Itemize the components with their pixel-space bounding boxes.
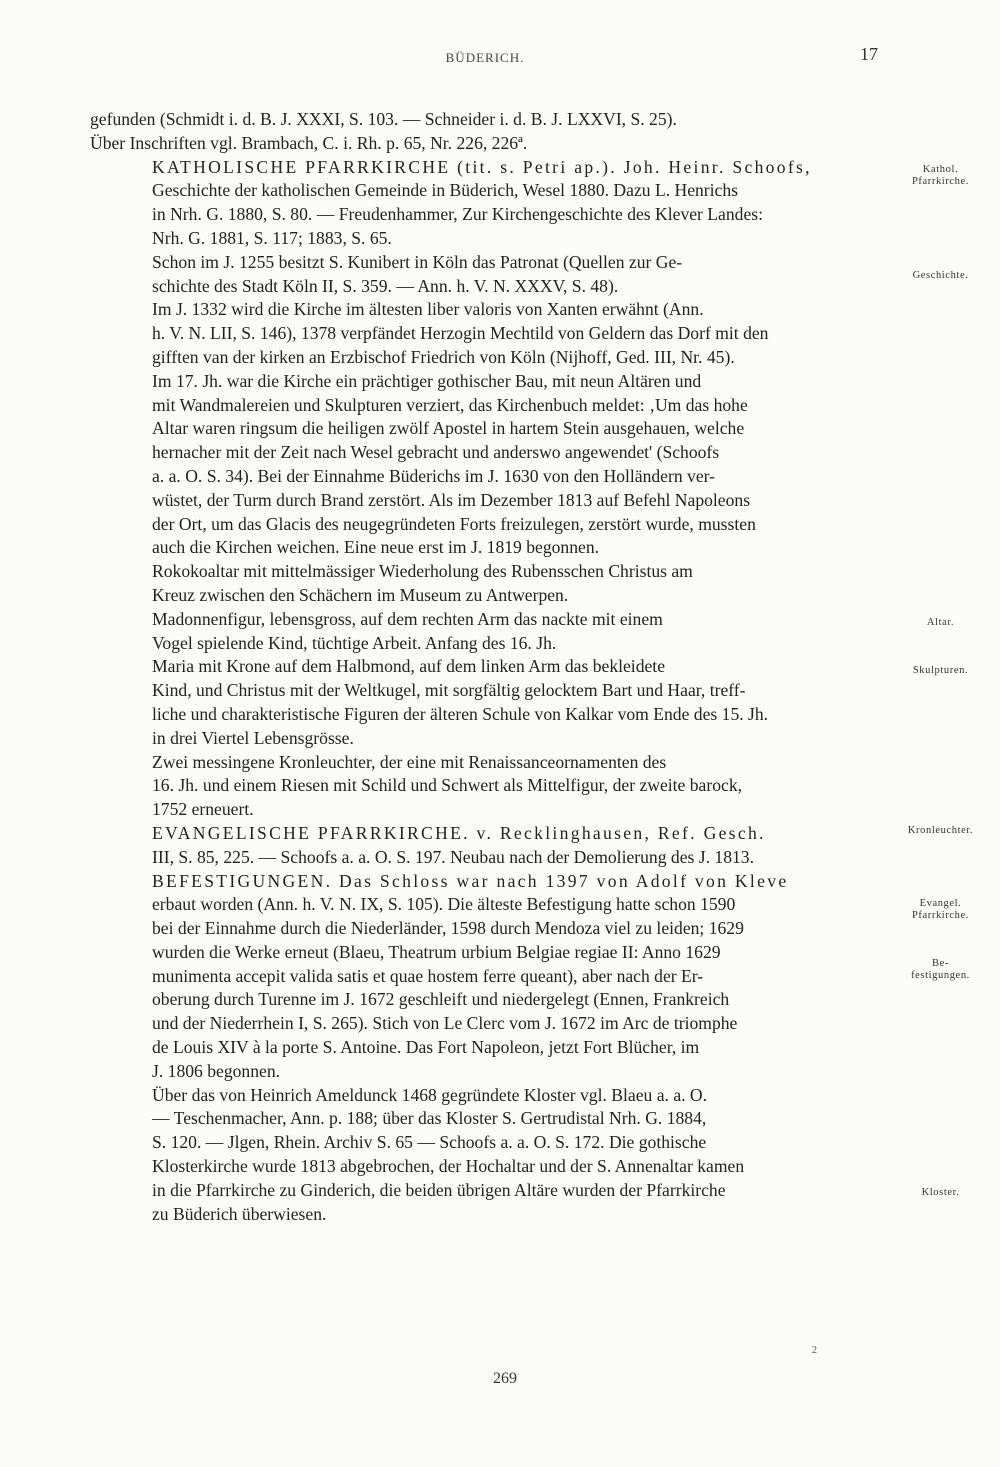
text-line: Über das von Heinrich Ameldunck 1468 gegründete Kloster vgl. Blaeu a. a. O. bbox=[152, 1084, 708, 1105]
paragraph-kronleuchter bbox=[90, 751, 880, 822]
text-line: — Teschenmacher, Ann. p. 188; über das Kloster S. Gertrudistal Nrh. G. 1884, bbox=[152, 1108, 707, 1129]
paragraph-history bbox=[90, 251, 880, 299]
text-line: Im J. 1332 wird die Kirche im ältesten liber valoris von Xanten erwähnt (Ann. bbox=[152, 299, 704, 320]
margin-note-line: Altar. bbox=[926, 617, 955, 628]
margin-note-skulpturen bbox=[888, 665, 993, 677]
text-line: S. 120. — Jlgen, Rhein. Archiv S. 65 — Schoofs a. a. O. S. 172. Die gothische bbox=[152, 1132, 707, 1153]
text-line: 1752 erneuert. bbox=[152, 799, 254, 820]
section-heading-line: BEFESTIGUNGEN. Das Schloss war nach 1397 von Adolf von Kleve bbox=[152, 870, 789, 891]
paragraph-17th-century bbox=[90, 370, 880, 560]
margin-note-line: Kloster. bbox=[921, 1187, 960, 1198]
margin-note-kloster bbox=[888, 1187, 993, 1199]
text-line: und der Niederrhein I, S. 265). Stich von Le Clerc vom J. 1672 im Arc de triomphe bbox=[152, 1013, 738, 1034]
margin-note-line: Evangel. bbox=[919, 898, 962, 909]
text-line: Kreuz zwischen den Schächern im Museum zu Antwerpen. bbox=[152, 584, 569, 605]
text-line: Vogel spielende Kind, tüchtige Arbeit. Anfang des 16. Jh. bbox=[152, 632, 557, 653]
sheet-number: 269 bbox=[493, 1370, 517, 1387]
text-line: de Louis XIV à la porte S. Antoine. Das Fort Napoleon, jetzt Fort Blücher, im bbox=[152, 1037, 700, 1058]
paragraph-madonna bbox=[90, 608, 880, 656]
section-heading-line: EVANGELISCHE PFARRKIRCHE. v. Recklinghausen, Ref. Gesch. bbox=[152, 822, 766, 843]
text-line: Kind, und Christus mit der Weltkugel, mit sorgfältig gelocktem Bart und Haar, treff- bbox=[152, 680, 746, 701]
text-line: Schon im J. 1255 besitzt S. Kunibert in Köln das Patronat (Quellen zur Ge- bbox=[152, 251, 683, 272]
margin-note-line: Be- bbox=[932, 958, 949, 969]
text-line: erbaut worden (Ann. h. V. N. IX, S. 105). Die älteste Befestigung hatte schon 1590 bbox=[152, 894, 736, 915]
margin-note-line: Kathol. bbox=[922, 164, 959, 175]
margin-note-line: Skulpturen. bbox=[912, 665, 969, 676]
text-line: 16. Jh. und einem Riesen mit Schild und Schwert als Mittelfigur, der zweite barock, bbox=[152, 775, 743, 796]
text-line: Madonnenfigur, lebensgross, auf dem rechten Arm das nackte mit einem bbox=[152, 608, 663, 629]
text-line: auch die Kirchen weichen. Eine neue erst im J. 1819 begonnen. bbox=[152, 537, 600, 558]
paragraph-1332 bbox=[90, 298, 880, 369]
section-catholic-church bbox=[90, 156, 880, 251]
text-line: wüstet, der Turm durch Brand zerstört. Als im Dezember 1813 auf Befehl Napoleons bbox=[152, 489, 751, 510]
text-line: hernacher mit der Zeit nach Wesel gebracht und anderswo angewendet' (Schoofs bbox=[152, 442, 720, 463]
text-line: gefunden (Schmidt i. d. B. J. XXXI, S. 103. — Schneider i. d. B. J. LXXVI, S. 25). bbox=[90, 109, 677, 129]
text-line: III, S. 85, 225. — Schoofs a. a. O. S. 197. Neubau nach der Demolierung des J. 1813. bbox=[152, 846, 754, 867]
margin-note-kathol-pfarrkirche bbox=[888, 164, 993, 188]
section-heading-line: KATHOLISCHE PFARRKIRCHE (tit. s. Petri ap.). Joh. Heinr. Schoofs, bbox=[152, 156, 812, 177]
text-line: gifften van der kirken an Erzbischof Friedrich von Köln (Nijhoff, Ged. III, Nr. 45). bbox=[152, 346, 735, 367]
text-line: in drei Viertel Lebensgrösse. bbox=[152, 727, 354, 748]
signature-mark: 2 bbox=[812, 1345, 817, 1356]
paragraph-rokokoaltar bbox=[90, 560, 880, 608]
text-line: Über Inschriften vgl. Brambach, C. i. Rh. p. 65, Nr. 226, 226ª. bbox=[90, 132, 528, 153]
text-line: munimenta accepit valida satis et quae hostem ferre queant), aber nach der Er- bbox=[152, 965, 704, 986]
text-line: in Nrh. G. 1880, S. 80. — Freudenhammer, Zur Kirchengeschichte des Klever Landes: bbox=[152, 204, 764, 225]
margin-note-line: Geschichte. bbox=[912, 270, 969, 281]
running-title: BÜDERICH. bbox=[445, 50, 525, 65]
section-evangelical-church bbox=[90, 822, 880, 870]
margin-note-befestigungen bbox=[888, 958, 993, 982]
paragraph-maria bbox=[90, 655, 880, 750]
text-line: in die Pfarrkirche zu Ginderich, die beiden übrigen Altäre wurden der Pfarrkirche bbox=[152, 1179, 726, 1200]
margin-note-geschichte bbox=[888, 270, 993, 282]
text-line: mit Wandmalereien und Skulpturen verziert, das Kirchenbuch meldet: ‚Um das hohe bbox=[152, 394, 748, 415]
text-line: schichte des Stadt Köln II, S. 359. — Ann. h. V. N. XXXV, S. 48). bbox=[152, 275, 619, 296]
main-text bbox=[90, 108, 880, 1226]
margin-note-kronleuchter bbox=[888, 825, 993, 837]
text-line: J. 1806 begonnen. bbox=[152, 1060, 281, 1081]
section-fortifications bbox=[90, 870, 880, 1084]
text-line: Zwei messingene Kronleuchter, der eine mit Renaissanceornamenten des bbox=[152, 751, 667, 772]
text-line: Im 17. Jh. war die Kirche ein prächtiger gothischer Bau, mit neun Altären und bbox=[152, 370, 702, 391]
text-line: zu Büderich überwiesen. bbox=[152, 1203, 327, 1224]
text-line: Altar waren ringsum die heiligen zwölf Apostel in hartem Stein ausgehauen, welche bbox=[152, 418, 745, 439]
text-line: h. V. N. LII, S. 146), 1378 verpfändet Herzogin Mechtild von Geldern das Dorf mit den bbox=[152, 323, 769, 344]
margin-note-line: Kronleuchter. bbox=[907, 825, 974, 836]
text-line: Maria mit Krone auf dem Halbmond, auf dem linken Arm das bekleidete bbox=[152, 656, 666, 677]
margin-note-line: Pfarrkirche. bbox=[911, 176, 970, 187]
text-line: liche und charakteristische Figuren der älteren Schule von Kalkar vom Ende des 15. Jh. bbox=[152, 703, 769, 724]
text-line: wurden die Werke erneut (Blaeu, Theatrum urbium Belgiae regiae II: Anno 1629 bbox=[152, 941, 721, 962]
margin-note-line: festigungen. bbox=[911, 970, 970, 981]
margin-note-line: Pfarrkirche. bbox=[911, 910, 970, 921]
text-line: Rokokoaltar mit mittelmässiger Wiederholung des Rubensschen Christus am bbox=[152, 561, 693, 582]
margin-note-evangel-pfarrkirche bbox=[888, 898, 993, 922]
text-line: bei der Einnahme durch die Niederländer, 1598 durch Mendoza viel zu leiden; 1629 bbox=[152, 918, 744, 939]
text-line: der Ort, um das Glacis des neugegründeten Forts freizulegen, zerstört wurde, mussten bbox=[152, 513, 756, 534]
page-header bbox=[90, 44, 880, 74]
text-line: a. a. O. S. 34). Bei der Einnahme Büderichs im J. 1630 von den Holländern ver- bbox=[152, 465, 716, 486]
text-line: oberung durch Turenne im J. 1672 geschleift und niedergelegt (Ennen, Frankreich bbox=[152, 989, 730, 1010]
text-line: Geschichte der katholischen Gemeinde in Büderich, Wesel 1880. Dazu L. Henrichs bbox=[152, 180, 738, 201]
text-line: Klosterkirche wurde 1813 abgebrochen, der Hochaltar und der S. Annenaltar kamen bbox=[152, 1156, 745, 1177]
margin-note-altar bbox=[888, 617, 993, 629]
paragraph-inscriptions bbox=[90, 108, 880, 156]
paragraph-kloster bbox=[90, 1084, 880, 1227]
page-number: 17 bbox=[860, 44, 878, 64]
text-line: Nrh. G. 1881, S. 117; 1883, S. 65. bbox=[152, 227, 392, 248]
